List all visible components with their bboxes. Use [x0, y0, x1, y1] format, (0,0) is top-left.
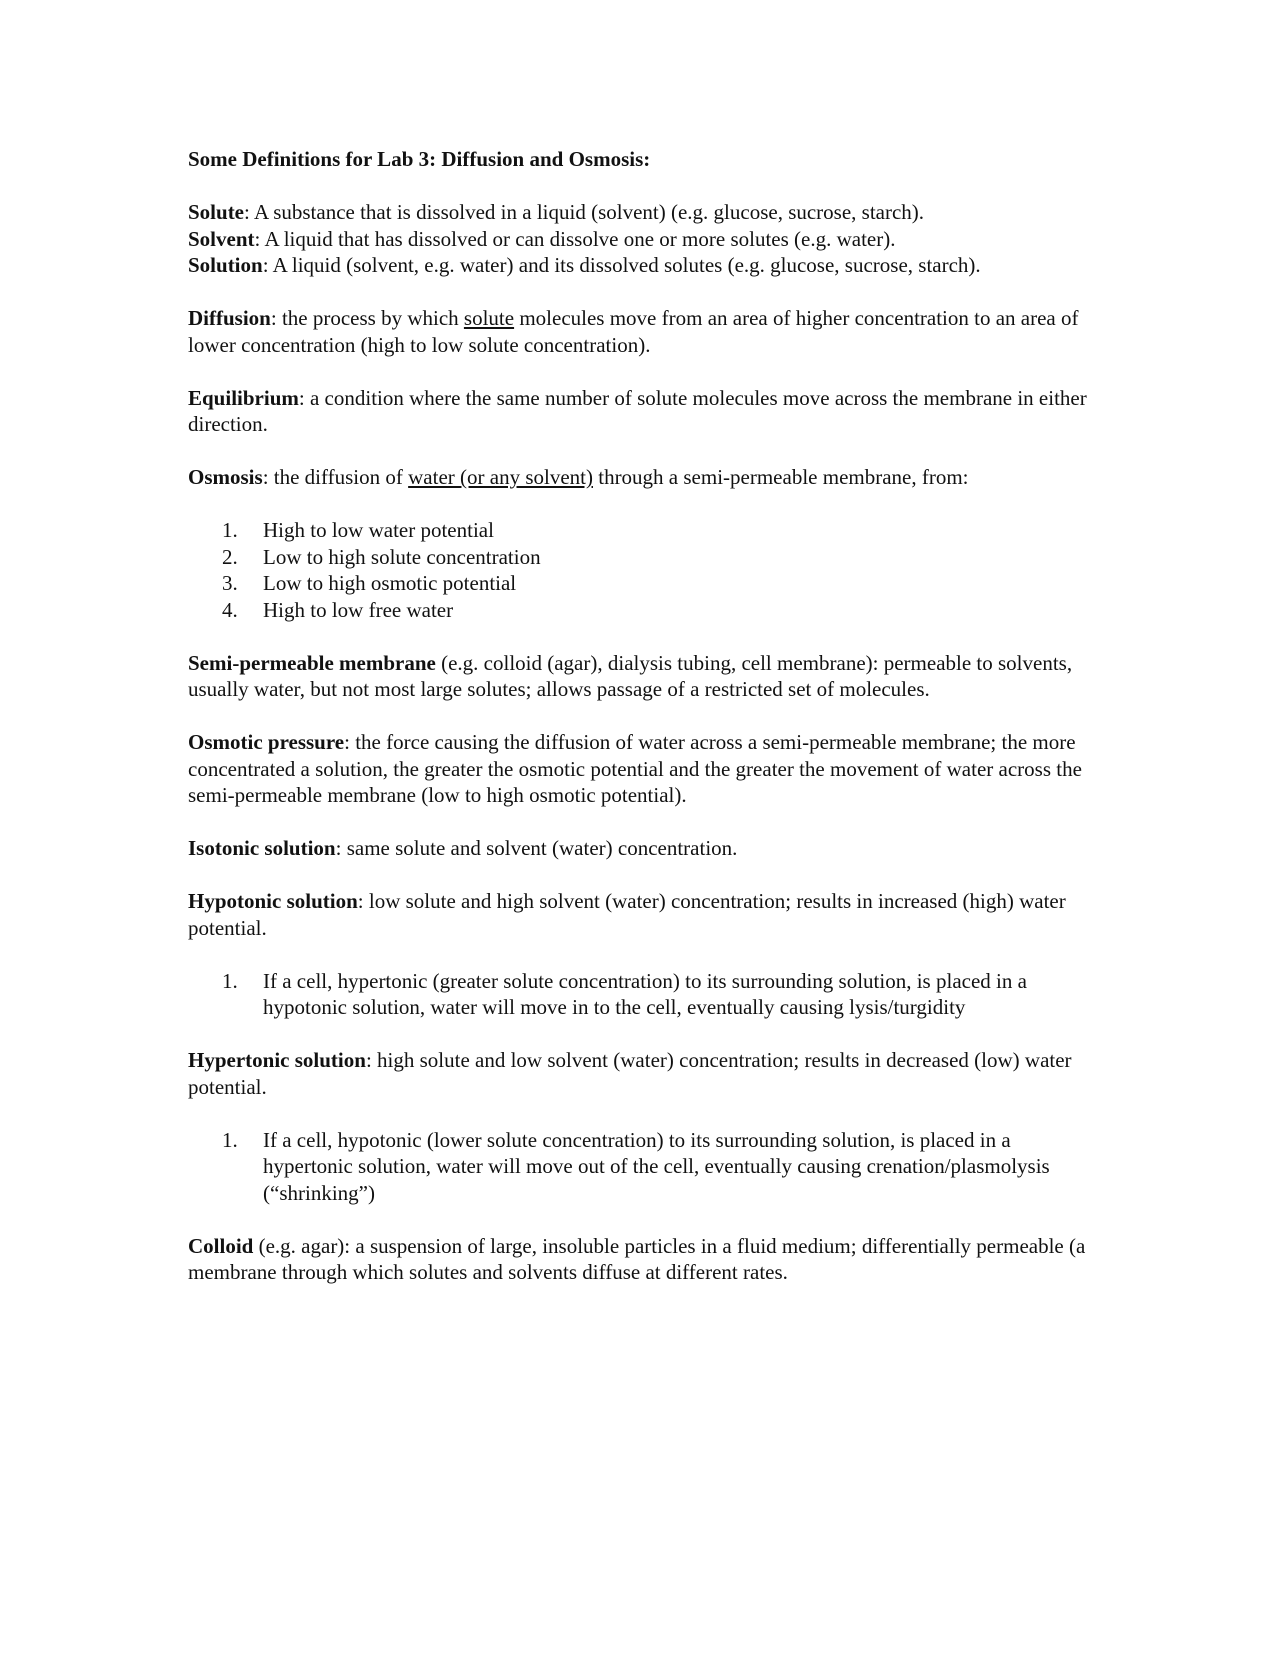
definition-text: : A liquid (solvent, e.g. water) and its dissolved solutes (e.g. glucose, sucrose, starch).	[262, 253, 981, 277]
list-item	[188, 517, 1093, 544]
osmosis-list	[188, 517, 1093, 623]
definition-text: : A substance that is dissolved in a liquid (solvent) (e.g. glucose, sucrose, starch).	[244, 200, 925, 224]
definition-solute	[188, 199, 1093, 226]
definition-text: through a semi-permeable membrane, from:	[592, 465, 969, 489]
definition-text: : same solute and solvent (water) concentration.	[335, 836, 738, 860]
definition-osmosis	[188, 464, 1093, 491]
term-hypotonic: Hypotonic solution	[188, 889, 358, 913]
basic-definitions	[188, 199, 1093, 279]
term-colloid: Colloid	[188, 1233, 254, 1258]
list-item	[188, 1127, 1093, 1207]
list-number: 1.	[222, 518, 238, 542]
list-item	[188, 570, 1093, 597]
definition-text: : a condition where the same number of solute molecules move across the membrane in either direction.	[188, 385, 1087, 436]
list-item-text: Low to high solute concentration	[263, 544, 541, 569]
definition-text: : low solute and high solvent (water) concentration; results in increased (high) water potential.	[188, 889, 1066, 940]
list-item-text: High to low free water	[263, 597, 454, 622]
definition-isotonic	[188, 835, 1093, 862]
list-number: 4.	[222, 597, 238, 622]
term-osmosis: Osmosis	[188, 465, 263, 489]
definition-text: molecules move from an area of higher concentration to an area of lower concentration (high to low solute concentration).	[188, 306, 1079, 357]
definition-text: : the process by which	[270, 306, 464, 330]
list-item	[188, 544, 1093, 571]
definition-diffusion	[188, 305, 1093, 358]
definition-semi-permeable-membrane	[188, 650, 1093, 703]
term-equilibrium: Equilibrium	[188, 385, 299, 410]
list-item-text: Low to high osmotic potential	[263, 571, 517, 595]
definition-text: (e.g. agar): a suspension of large, insoluble particles in a fluid medium; differentially permeable (a membrane through which solutes and solvents diffuse at different rates.	[188, 1233, 1086, 1284]
list-number: 1.	[222, 968, 238, 993]
definition-osmotic-pressure	[188, 729, 1093, 809]
document-page	[188, 146, 1093, 1312]
list-number: 3.	[222, 571, 238, 595]
list-item-text: High to low water potential	[263, 518, 494, 542]
definition-text: : A liquid that has dissolved or can dissolve one or more solutes (e.g. water).	[254, 226, 896, 251]
definition-hypotonic	[188, 888, 1093, 941]
definition-hypertonic	[188, 1047, 1093, 1100]
hypertonic-list	[188, 1127, 1093, 1207]
list-item	[188, 968, 1093, 1021]
definition-text: : high solute and low solvent (water) concentration; results in decreased (low) water potential.	[188, 1048, 1072, 1099]
definition-text: : the diffusion of	[262, 465, 409, 489]
definition-colloid	[188, 1233, 1093, 1286]
list-item-text: If a cell, hypertonic (greater solute concentration) to its surrounding solution, is placed in a hypotonic solution, water will move in to the cell, eventually causing lysis/turgidity	[263, 968, 1027, 1019]
definition-equilibrium	[188, 385, 1093, 438]
underlined-text: water (or any solvent)	[408, 465, 593, 489]
term-solution: Solution	[188, 253, 263, 277]
term-isotonic: Isotonic solution	[188, 836, 336, 860]
hypotonic-list	[188, 968, 1093, 1021]
definition-solution	[188, 252, 1093, 279]
list-item	[188, 597, 1093, 624]
term-diffusion: Diffusion	[188, 306, 271, 330]
term-osmotic-pressure: Osmotic pressure	[188, 730, 345, 754]
list-item-text: If a cell, hypotonic (lower solute concentration) to its surrounding solution, is placed in a hypertonic solution, water will move out of the cell, eventually causing crenation/plasmolysis (“shrinking”)	[263, 1127, 1050, 1205]
underlined-text: solute	[463, 306, 515, 330]
list-number: 1.	[222, 1127, 238, 1152]
term-hypertonic: Hypertonic solution	[188, 1048, 366, 1072]
document-title: Some Definitions for Lab 3: Diffusion and Osmosis:	[188, 147, 651, 171]
definition-text: : the force causing the diffusion of water across a semi-permeable membrane; the more concentrated a solution, the greater the osmotic potential and the greater the movement of water across the semi-permeable membrane (low to high osmotic potential).	[188, 730, 1082, 807]
definition-text: (e.g. colloid (agar), dialysis tubing, cell membrane): permeable to solvents, usually water, but not most large solutes; allows passage of a restricted set of molecules.	[188, 650, 1073, 701]
term-solvent: Solvent	[188, 226, 255, 251]
term-solute: Solute	[188, 200, 245, 224]
definition-solvent	[188, 226, 1093, 253]
term-semi-permeable-membrane: Semi-permeable membrane	[188, 650, 436, 675]
list-number: 2.	[222, 544, 238, 569]
